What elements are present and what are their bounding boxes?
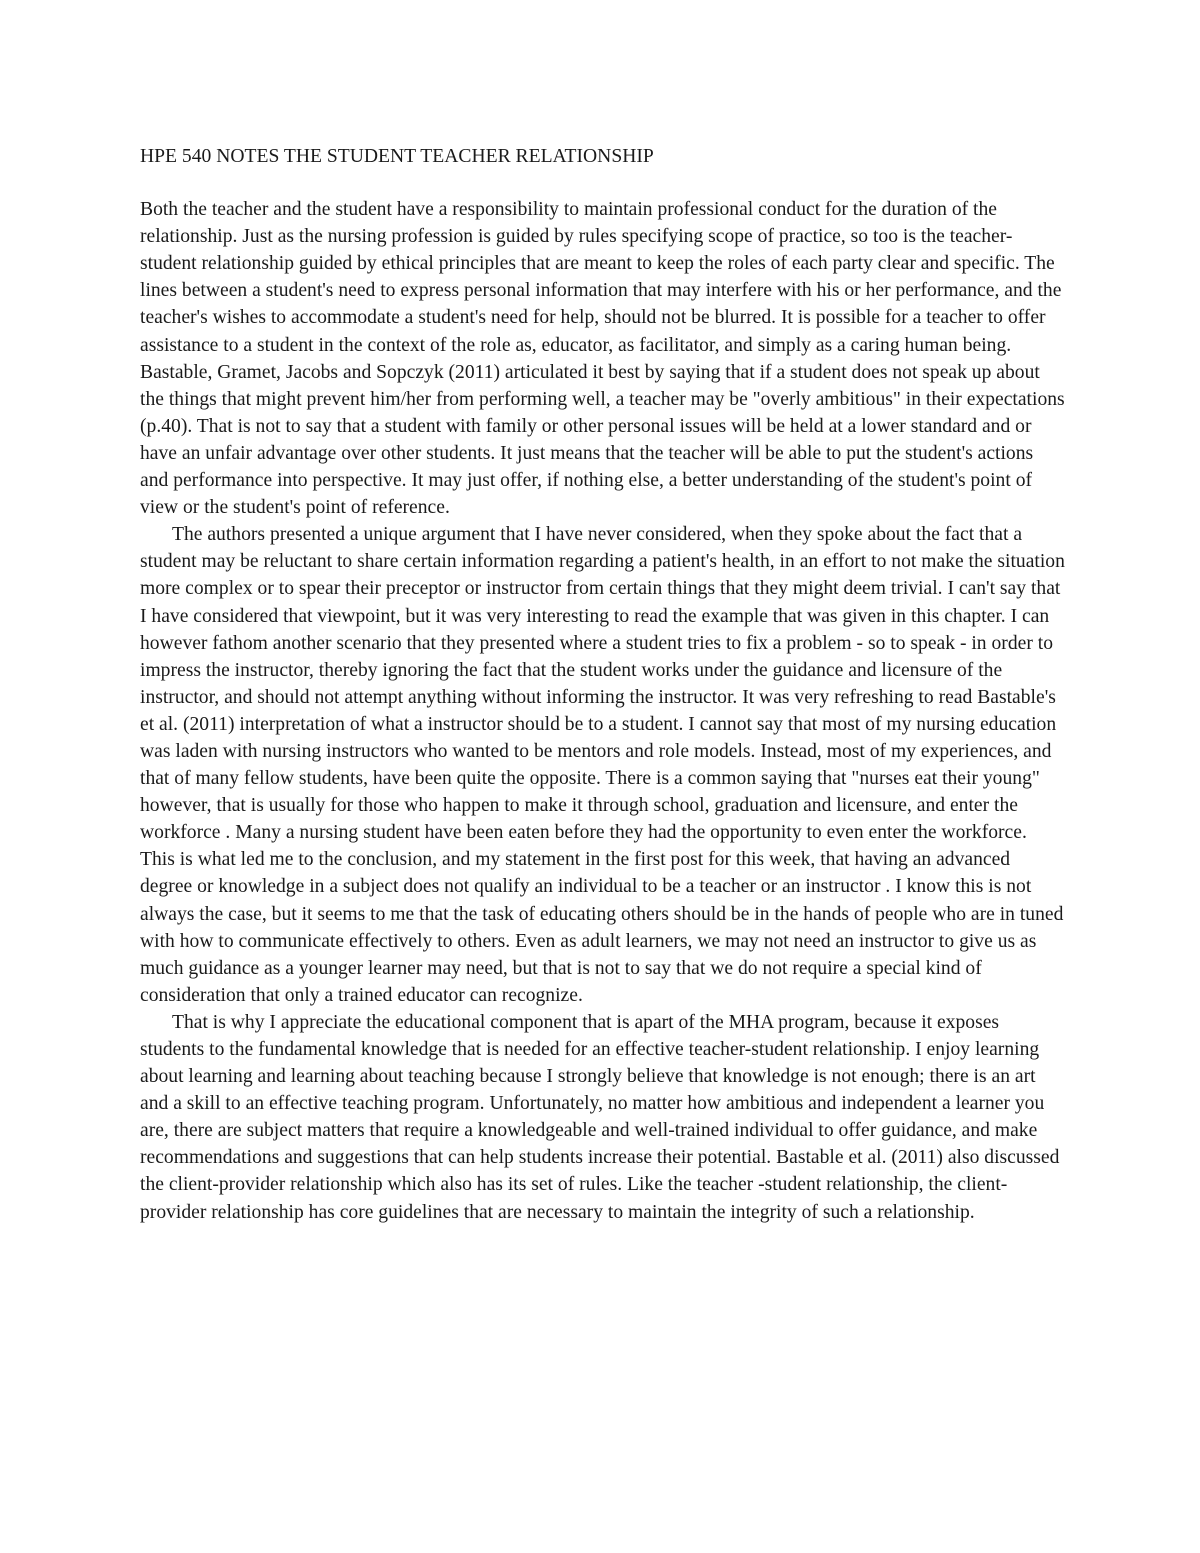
paragraph-2: The authors presented a unique argument that I have never considered, when they spoke about the fact that a student may be reluctant to share certain information regarding a patient's health, in an effort to not make the situation more complex or to spear their preceptor or instructor from certain things that they might deem trivial. I can't say that I have considered that viewpoint, but it was very interesting to read the example that was given in this chapter. I can however fathom another scenario that they presented where a student tries to fix a problem - so to speak - in order to impress the instructor, thereby ignoring the fact that the student works under the guidance and licensure of the instructor, and should not attempt anything without informing the instructor. It was very refreshing to read Bastable's et al. (2011) interpretation of what a instructor should be to a student. I cannot say that most of my nursing education was laden with nursing instructors who wanted to be mentors and role models. Instead, most of my experiences, and that of many fellow students, have been quite the opposite. There is a common saying that "nurses eat their young" however, that is usually for those who happen to make it through school, graduation and licensure, and enter the workforce . Many a nursing student have been eaten before they had the opportunity to even enter the workforce. This is what led me to the conclusion, and my statement in the first post for this week, that having an advanced degree or knowledge in a subject does not qualify an individual to be a teacher or an instructor . I know this is not always the case, but it seems to me that the task of educating others should be in the hands of people who are in tuned with how to communicate effectively to others. Even as adult learners, we may not need an instructor to give us as much guidance as a younger learner may need, but that is not to say that we do not require a special kind of consideration that only a trained educator can recognize. xyxy=(140,524,1065,1006)
paragraph-3: That is why I appreciate the educational component that is apart of the MHA program, because it exposes students to the fundamental knowledge that is needed for an effective teacher-student relationship. I enjoy learning about learning and learning about teaching because I strongly believe that knowledge is not enough; there is an art and a skill to an effective teaching program. Unfortunately, no matter how ambitious and independent a learner you are, there are subject matters that require a knowledgeable and well-trained individual to offer guidance, and make recommendations and suggestions that can help students increase their potential. Bastable et al. (2011) also discussed the client-provider relationship which also has its set of rules. Like the teacher -student relationship, the client-provider relationship has core guidelines that are necessary to maintain the integrity of such a relationship. xyxy=(140,1011,1060,1223)
document-page xyxy=(140,143,1065,1226)
paragraph-1: Both the teacher and the student have a responsibility to maintain professional conduct for the duration of the relationship. Just as the nursing profession is guided by rules specifying scope of practice, so too is the teacher-student relationship guided by ethical principles that are meant to keep the roles of each party clear and specific. The lines between a student's need to express personal information that may interfere with his or her performance, and the teacher's wishes to accommodate a student's need for help, should not be blurred. It is possible for a teacher to offer assistance to a student in the context of the role as, educator, as facilitator, and simply as a caring human being. Bastable, Gramet, Jacobs and Sopczyk (2011) articulated it best by saying that if a student does not speak up about the things that might prevent him/her from performing well, a teacher may be "overly ambitious" in their expectations (p.40). That is not to say that a student with family or other personal issues will be held at a lower standard and or have an unfair advantage over other students. It just means that the teacher will be able to put the student's actions and performance into perspective. It may just offer, if nothing else, a better understanding of the student's point of view or the student's point of reference. xyxy=(140,199,1065,519)
document-title: HPE 540 NOTES THE STUDENT TEACHER RELATIONSHIP xyxy=(140,146,654,167)
